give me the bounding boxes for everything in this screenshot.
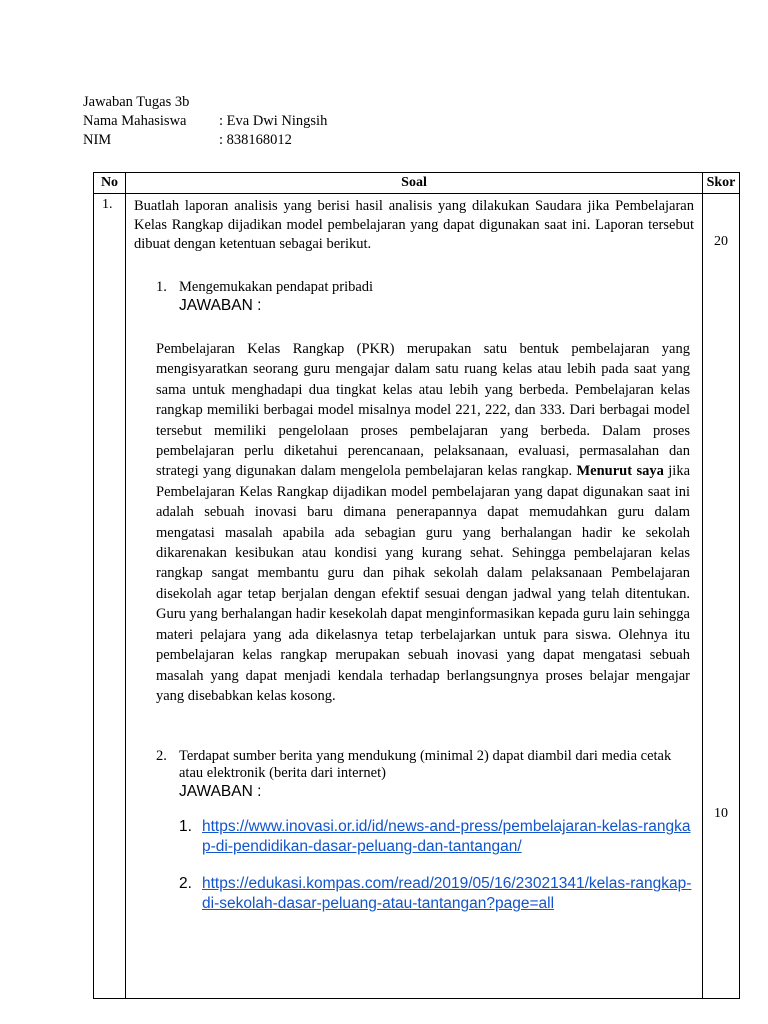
header-soal: Soal bbox=[126, 173, 703, 194]
student-name-value: : Eva Dwi Ningsih bbox=[219, 113, 328, 129]
source-links bbox=[179, 817, 694, 914]
table-header-row bbox=[94, 173, 740, 194]
student-name-row bbox=[83, 112, 327, 131]
sub-question-1-number: 1. bbox=[156, 279, 167, 295]
header-skor: Skor bbox=[703, 173, 740, 194]
student-nim-value: : 838168012 bbox=[219, 132, 292, 148]
document-header bbox=[83, 93, 327, 150]
student-name-label: Nama Mahasiswa bbox=[83, 113, 187, 129]
link-number: 1. bbox=[179, 818, 192, 836]
sub-question-2-number: 2. bbox=[156, 748, 167, 765]
sub-question-2-text: Terdapat sumber berita yang mendukung (minimal 2) dapat diambil dari media cetak atau elektronik (berita dari internet) bbox=[179, 748, 672, 782]
score-value-2: 10 bbox=[714, 806, 728, 821]
source-link-2[interactable]: https://edukasi.kompas.com/read/2019/05/16/23021341/kelas-rangkap-di-sekolah-dasar-peluang-atau-tantangan?page=all bbox=[202, 875, 692, 913]
table-row bbox=[94, 194, 740, 999]
list-item bbox=[179, 874, 694, 914]
answer-paragraph bbox=[156, 339, 690, 706]
sub-question-1 bbox=[156, 279, 694, 296]
jawaban-label-1: JAWABAN : bbox=[179, 297, 262, 314]
sub-question-2 bbox=[156, 748, 694, 782]
header-no: No bbox=[94, 173, 126, 194]
list-item bbox=[179, 817, 694, 857]
row-number: 1. bbox=[94, 194, 126, 999]
answer-text-emphasis: Menurut saya bbox=[576, 463, 664, 480]
source-link-1[interactable]: https://www.inovasi.or.id/id/news-and-press/pembelajaran-kelas-rangkap-di-pendidikan-dasar-peluang-dan-tantangan/ bbox=[202, 818, 691, 856]
answer-text-part1: Pembelajaran Kelas Rangkap (PKR) merupakan satu bentuk pembelajaran yang mengisyaratkan seorang guru mengajar dalam satu ruang kelas atau lebih pada saat yang sama untuk menghadapi dua tingkat kelas atau lebih yang berbeda. Pembelajaran kelas rangkap memiliki berbagai model misalnya model 221, 222, dan 333. Dari berbagai model tersebut memiliki pengelolaan proses pembelajaran yang berbeda. Dalam proses pembelajaran perlu diketahui perencanaan, pelaksanaan, evaluasi, permasalahan dan strategi yang digunakan dalam mengelola pembelajaran kelas rangkap. bbox=[156, 341, 690, 480]
link-number: 2. bbox=[179, 875, 192, 893]
student-nim-label: NIM bbox=[83, 132, 112, 148]
assignment-title: Jawaban Tugas 3b bbox=[83, 94, 190, 110]
question-intro: Buatlah laporan analisis yang berisi hasil analisis yang dilakukan Saudara jika Pembelajaran Kelas Rangkap dijadikan model pembelajaran yang dapat digunakan saat ini. Laporan tersebut dibuat dengan ketentuan sebagai berikut. bbox=[134, 198, 694, 252]
sub-question-1-text: Mengemukakan pendapat pribadi bbox=[179, 279, 374, 295]
answer-text-part2: jika Pembelajaran Kelas Rangkap dijadikan model pembelajaran yang dapat digunakan saat ini adalah sebuah inovasi baru dimana penerapannya dapat memudahkan guru dalam mengatasi masalah apabila ada sebagian guru yang berhalangan hadir ke sekolah dikarenakan kesibukan atau kondisi yang kurang sehat. Sehingga pembelajaran kelas rangkap sangat membantu guru dan pihak sekolah dalam pelaksanaan Pembelajaran disekolah agar tetap berjalan dengan efektif sesuai dengan jadwal yang telah ditentukan. Guru yang berhalangan hadir kesekolah dapat menginformasikan kepada guru lain sehingga materi pelajara yang ada dikelasnya tetap terbelajarkan untuk para siswa. Olehnya itu pembelajaran kelas rangkap merupakan sebuah inovasi yang dapat mengatasi sebuah masalah yang dapat menjadi kendala terhadap berlangsungnya proses belajar mengajar yang disebabkan kelas kosong. bbox=[156, 463, 691, 704]
student-nim-row bbox=[83, 131, 327, 150]
question-cell bbox=[126, 194, 703, 999]
answer-table bbox=[93, 172, 740, 999]
score-value-1: 20 bbox=[714, 234, 728, 249]
score-cell bbox=[703, 194, 740, 999]
jawaban-label-2: JAWABAN : bbox=[179, 783, 262, 801]
